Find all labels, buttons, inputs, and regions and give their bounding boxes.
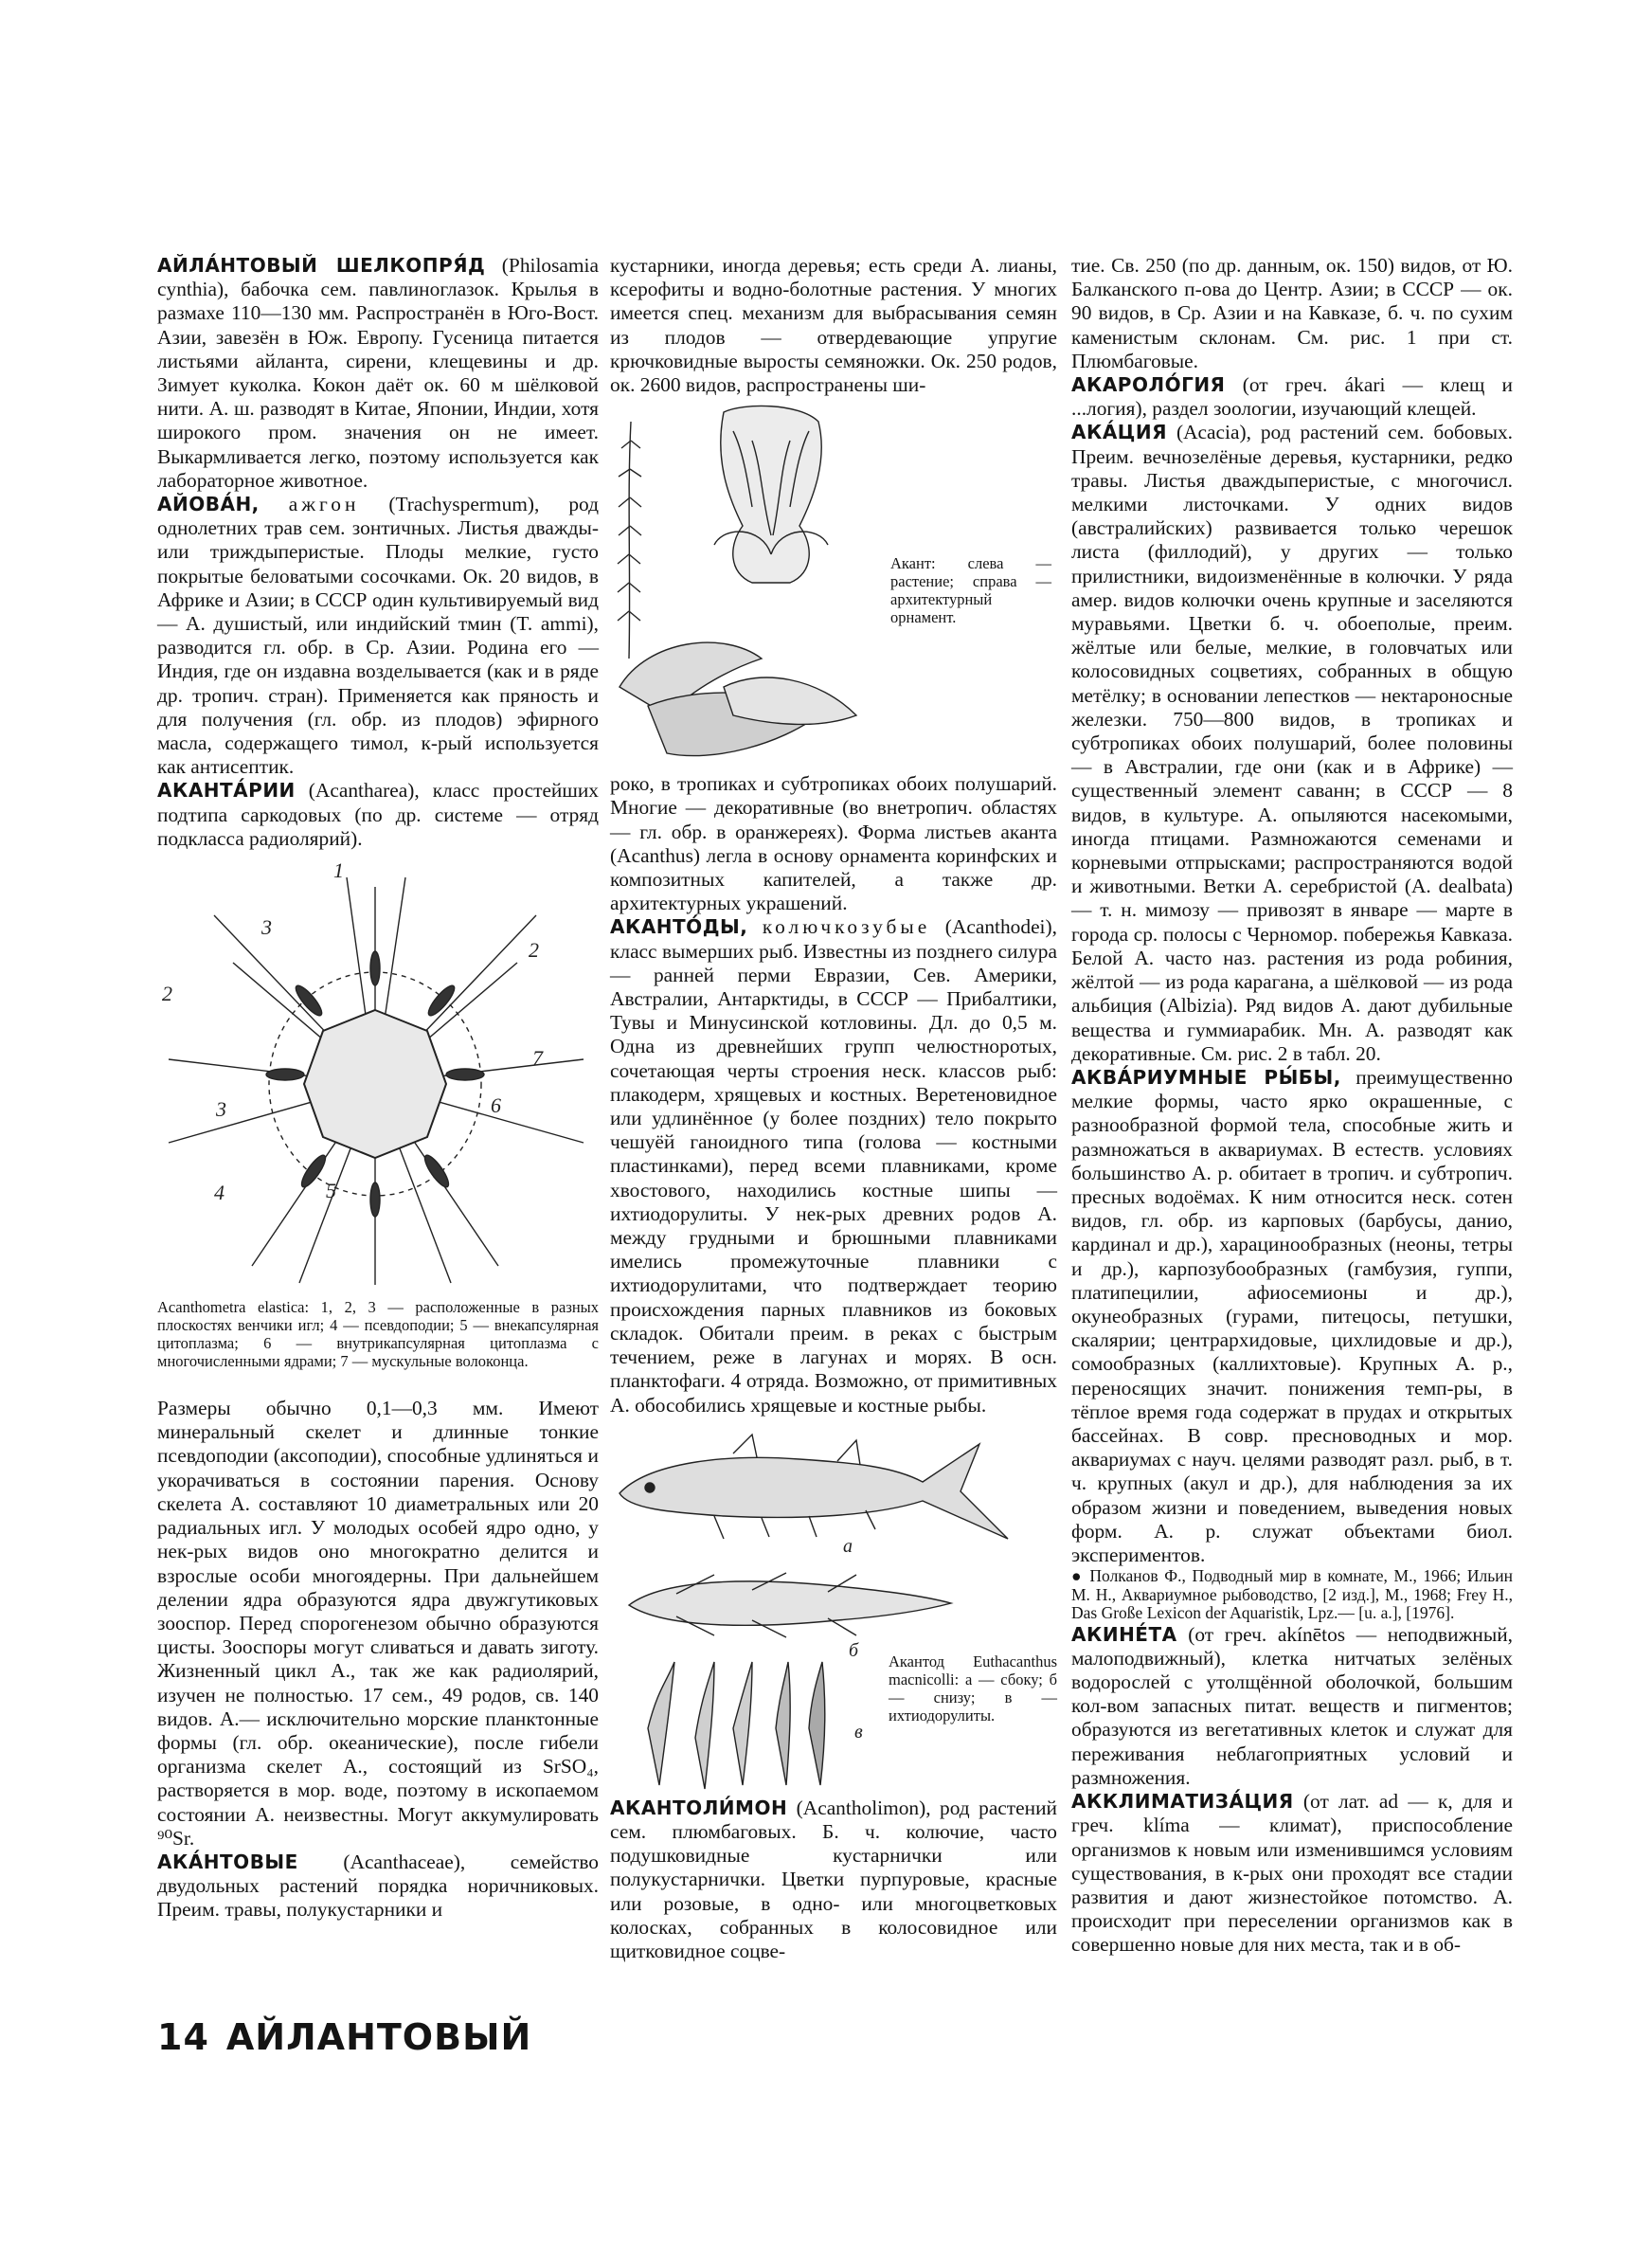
figure-label: 1 — [333, 858, 344, 883]
entry-akantarii-continued: Размеры обычно 0,1—0,3 мм. Имеют минеральный скелет и длинные тонкие псевдоподии (аксоподии), способные удлиняться и укорачиваться в состоянии парения. Основу скелета А. составляют 10 диаметральных или 20 радиальных игл. У молодых особей ядро одно, у нек-рых видов оно многократно делится и взрослые особи многоядерны. При дальнейшем делении ядра образуются ядра двужгутиковых зооспор. Перед спорогенезом обычно образуются цисты. Зооспоры могут сливаться и давать зиготу. Жизненный цикл А., так же как радиолярий, изучен не полностью. 17 сем., 49 родов, св. 140 видов. А.— исключительно морские планктонные формы (гл. обр. океанические), после гибели организма скелет А., состоящий из SrSO₄, растворяется в мор. воде, поэтому в ископаемом состоянии А. неизвестны. Могут аккумулировать ⁹⁰Sr. — [157, 1397, 599, 1850]
page-footer — [157, 2016, 548, 2058]
figure-label: в — [854, 1721, 863, 1742]
headword: АКВА́РИУМНЫЕ РЫ́БЫ, — [1071, 1065, 1341, 1089]
headword: АКА́ЦИЯ — [1071, 421, 1167, 444]
headword: АКА́НТОВЫЕ — [157, 1850, 298, 1873]
entry-body: (от греч. akínētos — неподвижный, малоподвижный), клетка нитчатых зелёных водорослей с утолщённой оболочкой, большим кол-вом запасных питат. веществ и пигментов; образуются из вегетативных клеток и служат для переживания неблагоприятных условий и размножения. — [1071, 1622, 1513, 1789]
column-2 — [610, 254, 1057, 1963]
entry-body: (Trachyspermum), род однолетних трав сем. зонтичных. Листья дважды- или триждыперистые. Плоды мелкие, густо покрытые беловатыми сосочками. Ок. 20 видов, в Африке и Азии; в СССР один культивируемый вид — А. душистый, или индийский тмин (T. ammi), разводится гл. обр. в Ср. Азии. Родина его — Индия, где он издавна возделывается (как и в ряде др. тропич. стран). Применяется как пряность и для получения (гл. обр. из плодов) эфирного масла, содержащего тимол, к-рый используется как антисептик. — [157, 493, 599, 779]
entry-body: (Acanthodei), класс вымерших рыб. Известны из позднего силура — ранней перми Евразии, Сев. Америки, Австралии, Антарктиды, в СССР — Прибалтики, Тувы и Минусинской котловины. Дл. до 0,5 м. Одна из древнейших групп челюстноротых, сочетающая черты строения неск. классов рыб: плакодерм, хрящевых и костных. Веретеновидное или удлинённое (у более поздних) тело покрыто чешуёй ганоидного типа (голова — костными пластинками), перед всеми плавниками, кроме хвостового, находились костные шипы — ихтиодорулиты. У нек-рых древних родов А. между грудными и брюшными плавниками имелись промежуточные плавники с ихтиодорулитами, что подтверждает теорию происхождения парных плавников из боковых складок. Обитали преим. в реках с быстрым течением, реже в лагунах и морях. В осн. планктофаги. 4 отряда. Возможно, от примитивных А. обособились хрящевые и костные рыбы. — [610, 915, 1057, 1417]
entry-body: (Acantholimon), род растений сем. плюмбаговых. Б. ч. колючие, часто подушковидные кустарнички или полукустарнички. Цветки пурпуровые, красные или розовые, в одно- или многоцветковых колосках, собранных в колосовидное или щитковидное соцве- — [610, 1796, 1057, 1962]
entry-body: (от греч. ákari — клещ и ...логия), раздел зоологии, изучающий клещей. — [1071, 373, 1513, 421]
entry-akklimatizacia — [1071, 1790, 1513, 1957]
entry-akantolimon-continued: тие. Св. 250 (по др. данным, ок. 150) видов, от Ю. Балканского п-ова до Центр. Азии; в СССР — ок. 90 видов, в Ср. Азии и на Кавказе, б. ч. по сухим каменистым склонам. См. рис. 1 при ст. Плюмбаговые. — [1071, 254, 1513, 372]
acanth-illustration — [610, 403, 894, 772]
acanthometra-illustration — [157, 858, 599, 1292]
alt-name: ажгон — [288, 493, 360, 516]
figure-label: 4 — [214, 1181, 224, 1205]
headword: АКАРОЛО́ГИЯ — [1071, 373, 1226, 397]
figure-label: а — [843, 1535, 853, 1557]
column-1 — [157, 254, 599, 1923]
headword: АКАНТОЛИ́МОН — [610, 1796, 788, 1819]
figure-label: 3 — [261, 915, 272, 940]
headword: АКАНТО́ДЫ, — [610, 915, 748, 939]
acanth-figure — [610, 403, 1057, 772]
entry-akantovye-continued: кустарники, иногда деревья; есть среди А. лианы, ксерофиты и водно-болотные растения. У многих имеется спец. механизм для выбрасывания семян из плодов — отвердевающие упругие крючковидные выросты семяножки. Ок. 250 родов, ок. 2600 видов, распространены ши- — [610, 254, 1057, 397]
entry-body: (Acacia), род растений сем. бобовых. Преим. вечнозелёные деревья, кустарники, редко травы. Листья дваждыперистые, с многочисл. мелкими листочками. У одних видов (австралийских) развивается только черешок листа (филлодий), у других — только прилистники, видоизменённые в колючки. У ряда амер. видов колючки очень крупные и заселяются муравьями. Цветки б. ч. обоеполые, преим. жёлтые или белые, мелкие, в головчатых или колосовидных соцветиях, собранных в общую метёлку; в основании лепестков — нектароносные железки. 750—800 видов, в тропиках и субтропиках обоих полушарий, более половины — в Австралии, где они (как и в Африке) — существенный элемент саванн; в СССР — 8 видов, в культуре. А. опыляются насекомыми, иногда птицами. Размножаются семенами и корневыми отпрысками; распространяются водой и животными. Ветки А. серебристой (A. dealbata) — т. н. мимозу — привозят в январе — марте в города ср. полосы с Черномор. побережья Кавказа. Белой А. часто наз. растения из рода робиния, жёлтой — из рода карагана, а шёлковой — из рода альбиция (Albizia). Ряд видов А. дают дубильные вещества и гуммиарабик. Мн. А. разводят как декоративные. См. рис. 2 в табл. 20. — [1071, 421, 1513, 1065]
entry-body: преимущественно мелкие формы, часто ярко окрашенные, с разнообразной формой тела, способные жить и размножаться в аквариумах. В естеств. условиях большинство А. р. обитает в тропич. и субтропич. пресных водоёмах. К ним относится неск. сотен видов, гл. обр. из карповых (барбусы, данио, кардинал и др.), харацинообразных (неоны, тетры и др.), карпозубообразных (гамбузия, гуппи, платипецилии, афиосемионы и др.), окунеобразных (гурами, питецосы, петушки, скалярии; центрархидовые, цихлидовые и др.), сомообразных (каллихтовые). Крупных А. р., переносящих значит. понижения темп-ры, в тёплое время года содержат в прудах и открытых бассейнах. В совр. пресноводных и мор. аквариумах с науч. целями разводят разл. рыб, в т. ч. крупных (акул и др.), для наблюдения за их образом жизни и поведением, выведения новых форм. А. р. служат объектами биол. экспериментов. — [1071, 1065, 1513, 1566]
bibliography: ● Полканов Ф., Подводный мир в комнате, М., 1966; Ильин М. Н., Аквариумное рыбоводство, [2 изд.], М., 1968; Frey H., Das Große Lexicon der Aquaristik, Lpz.— [u. a.], [1976]. — [1071, 1566, 1513, 1623]
acanthodes-illustration — [610, 1425, 1057, 1797]
entry-akantolimon — [610, 1797, 1057, 1963]
entry-akineta — [1071, 1623, 1513, 1790]
entry-body: (Acantharea), класс простейших подтипа саркодовых (по др. системе — отряд подкласса радиолярий). — [157, 779, 599, 850]
entry-akantovye-continued-2: роко, в тропиках и субтропиках обоих полушарий. Многие — декоративные (во внетропич. областях — гл. обр. в оранжереях). Форма листьев аканта (Acanthus) легла в основу орнамента коринфских и композитных капителей, а также др. архитектурных украшений. — [610, 772, 1057, 915]
entry-body: (Philosamia cynthia), бабочка сем. павлиноглазок. Крылья в размахе 110—130 мм. Распространён в Юго-Вост. Азии, завезён в Юж. Европу. Гусеница питается листьями айланта, сирени, клещевины и др. Зимует куколка. Кокон даёт ок. 60 м шёлковой нити. А. ш. разводят в Китае, Японии, Индии, хотя широкого пром. значения он не имеет. Выкармливается легко, поэтому используется как лабораторное животное. — [157, 254, 599, 492]
entry-akantody — [610, 915, 1057, 1417]
figure-label: 2 — [162, 982, 172, 1006]
figure-label: 5 — [326, 1179, 336, 1203]
column-3 — [1071, 254, 1513, 1958]
headword: АККЛИМАТИЗА́ЦИЯ — [1071, 1790, 1294, 1814]
page-number: 14 — [157, 2016, 209, 2058]
acanth-caption: Акант: слева — растение; справа — архитектурный орнамент. — [890, 554, 1051, 627]
alt-name: колючкозубые — [762, 915, 931, 939]
entry-akantovye — [157, 1851, 599, 1923]
headword: АКИНЕ́ТА — [1071, 1622, 1177, 1646]
running-head: АЙЛАНТОВЫЙ — [225, 2016, 532, 2058]
figure-label: 7 — [532, 1046, 543, 1071]
headword: АКАНТА́РИИ — [157, 779, 296, 803]
entry-shelkopryad — [157, 254, 599, 493]
entry-akantarii — [157, 779, 599, 851]
headword: АЙОВА́Н, — [157, 493, 260, 516]
figure-label: 6 — [491, 1093, 501, 1118]
figure-label: б — [849, 1639, 859, 1661]
acanthodes-caption: Акантод Euthacanthus macnicolli: а — сбоку; б — снизу; в — ихтиодорулиты. — [889, 1652, 1057, 1724]
entry-akvariumnye-ryby — [1071, 1066, 1513, 1567]
entry-akarologia — [1071, 373, 1513, 421]
entry-body: (Acanthaceae), семейство двудольных растений порядка норичниковых. Преим. травы, полукустарники и — [157, 1850, 599, 1922]
entry-akacia — [1071, 421, 1513, 1065]
figure-label: 3 — [216, 1097, 226, 1122]
acanthodes-figure — [610, 1425, 1057, 1797]
figure-label: 2 — [529, 938, 539, 963]
headword: АЙЛА́НТОВЫЙ ШЕЛКОПРЯ́Д — [157, 254, 486, 277]
acanthometra-caption: Acanthometra elastica: 1, 2, 3 — расположенные в разных плоскостях венчики игл; 4 — псевдоподии; 5 — внекапсулярная цитоплазма; 6 — внутрикапсулярная цитоплазма с многочисленными ядрами; 7 — мускульные волоконца. — [157, 1298, 599, 1371]
acanthometra-figure — [157, 858, 599, 1292]
entry-body: (от лат. ad — к, для и греч. klíma — климат), приспособление организмов к новым или изменившимся условиям существования, в к-рых они проходят все стадии развития и дают жизнестойкое потомство. А. происходит при переселении организмов как в совершенно новые для них места, так и в об- — [1071, 1790, 1513, 1957]
entry-ajovan — [157, 493, 599, 779]
